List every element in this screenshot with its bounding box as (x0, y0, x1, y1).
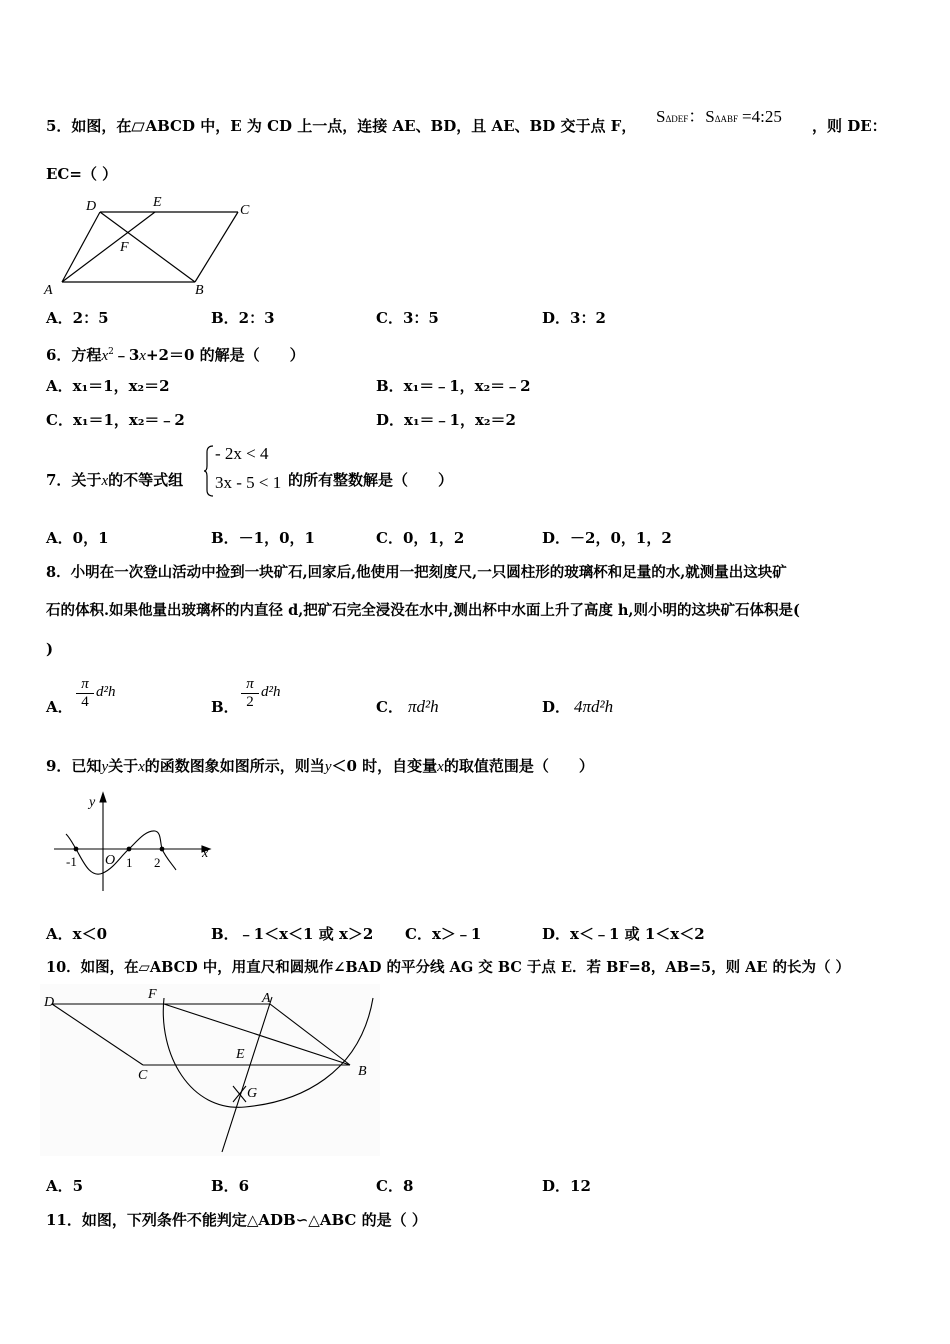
q10-stem: 10．如图，在▱ABCD 中，用直尺和圆规作∠BAD 的平分线 AG 交 BC 于点 E．若 BF=8，AB=5，则 AE 的长为（ ） (46, 959, 851, 976)
q11-stem: 11．如图，下列条件不能判定△ADB∽△ABC 的是（ ） (46, 1211, 427, 1229)
q8-option-a-rest: d²h (96, 684, 116, 700)
point-minus-1 (74, 847, 79, 852)
q8-b-denominator: 2 (246, 694, 254, 710)
q8-option-a-fraction (76, 676, 94, 711)
q9-option-d[interactable]: D．x＜﹣1 或 1＜x＜2 (542, 925, 705, 943)
q5-text-b: ABCD 中，E 为 CD 上一点，连接 AE、BD，且 AE、BD 交于点 F， (145, 117, 637, 135)
q9-text-b: 关于 (108, 757, 139, 775)
q9-function-graph (48, 786, 218, 896)
label-e: E (236, 1047, 245, 1062)
label-a: A (262, 991, 271, 1006)
label-y: y (89, 795, 96, 810)
q8-stem-line2: 石的体积.如果他量出玻璃杯的内直径 d,把矿石完全浸没在水中,测出杯中水面上升了高度 h,则小明的这块矿石体积是( (46, 602, 800, 619)
label-b: B (195, 283, 204, 298)
q7-brace-icon (203, 444, 215, 498)
q9-var-x2: x (437, 759, 444, 775)
q6-text-b: ﹣3 (113, 346, 140, 364)
q7-text-a: 7．关于 (46, 471, 102, 489)
q10-option-a[interactable]: A．5 (46, 1177, 84, 1195)
q6-exponent: 2 (108, 347, 114, 357)
label-origin: O (105, 853, 116, 868)
edge-ad (62, 212, 100, 282)
q9-text-e: 的取值范围是（ ） (443, 757, 594, 775)
q9-var-y2: y (324, 759, 332, 775)
ratio-sub1: ΔDEF (665, 114, 689, 124)
tick-minus-1: -1 (66, 854, 77, 869)
q5-stem-line1 (46, 116, 636, 136)
label-a: A (44, 283, 53, 298)
q9-stem (46, 756, 594, 777)
q8-a-denominator: 4 (81, 694, 89, 710)
q5-option-d[interactable]: D．3：2 (542, 309, 606, 327)
q6-stem (46, 342, 305, 366)
q9-text-a: 9．已知 (46, 757, 102, 775)
q6-var-x: x (101, 348, 109, 364)
ratio-colon: ： (688, 107, 706, 126)
q5-text-a: 5．如图，在 (46, 117, 132, 135)
diag-db (100, 212, 195, 282)
q7-stem-a (46, 470, 183, 491)
point-1 (127, 847, 132, 852)
q10-option-b[interactable]: B．6 (211, 1177, 250, 1195)
ratio-s2: S (705, 107, 715, 126)
q8-stem-line1: 8．小明在一次登山活动中捡到一块矿石,回家后,他使用一把刻度尺,一只圆柱形的玻璃杯和足量的水,就测量出这块矿 (46, 564, 787, 581)
q6-option-d[interactable]: D．x₁＝﹣1，x₂＝2 (376, 411, 516, 429)
q5-parallelogram-figure (40, 190, 260, 300)
q8-stem-line3: ) (46, 640, 54, 658)
q7-text-b: 的不等式组 (108, 471, 184, 489)
label-f: F (148, 987, 157, 1002)
label-d: D (86, 199, 97, 214)
q8-b-numerator: π (246, 676, 254, 692)
ratio-value: =4:25 (742, 107, 782, 126)
q8-option-d-value: 4πd²h (574, 697, 614, 716)
q6-text-c: +2＝0 的解是（ ） (145, 346, 305, 364)
q7-text-c: 的所有整数解是（ ） (288, 471, 454, 489)
q9-text-d: ＜0 时，自变量 (331, 757, 438, 775)
q8-option-b-label[interactable]: B． (211, 698, 239, 716)
label-c: C (138, 1068, 148, 1083)
label-b: B (358, 1064, 367, 1079)
q10-option-c[interactable]: C．8 (376, 1177, 414, 1195)
q9-var-x: x (138, 759, 145, 775)
q6-option-a[interactable]: A．x₁＝1，x₂＝2 (46, 377, 170, 395)
ratio-s1: S (656, 107, 666, 126)
label-c: C (240, 203, 250, 218)
q7-option-a[interactable]: A．0，1 (46, 529, 109, 547)
q8-option-b-rest: d²h (261, 684, 281, 700)
q6-var-x2: x (139, 348, 146, 364)
q6-text-a: 6．方程 (46, 346, 102, 364)
q8-option-a-label[interactable]: A． (46, 698, 73, 716)
q7-option-b[interactable]: B．－1，0，1 (211, 529, 315, 547)
seg-ae (62, 212, 155, 282)
q6-option-b[interactable]: B．x₁＝﹣1，x₂＝﹣2 (376, 377, 531, 395)
figure-background (40, 984, 380, 1156)
ratio-sub2: ΔABF (714, 114, 739, 124)
tick-1: 1 (126, 855, 133, 870)
q10-construction-figure (40, 984, 380, 1156)
label-e: E (153, 195, 162, 210)
q7-option-c[interactable]: C．0，1，2 (376, 529, 465, 547)
label-x: x (202, 846, 209, 861)
q5-text-c: ，则 DE： (812, 117, 887, 135)
label-f: F (120, 240, 129, 255)
q7-inequality-2: 3x - 5 < 1 (215, 473, 282, 492)
q9-text-c: 的函数图象如图所示，则当 (144, 757, 325, 775)
q10-option-d[interactable]: D．12 (542, 1177, 591, 1195)
q7-inequality-1: - 2x < 4 (215, 444, 269, 463)
q7-var-x: x (101, 473, 109, 489)
parallelogram-icon (131, 122, 145, 132)
q7-option-d[interactable]: D．－2，0，1，2 (542, 529, 672, 547)
q5-option-c[interactable]: C．3：5 (376, 309, 439, 327)
q5-area-ratio (656, 102, 782, 127)
label-g: G (247, 1086, 258, 1101)
q5-option-a[interactable]: A．2：5 (46, 309, 109, 327)
y-axis-arrow (100, 793, 106, 802)
edge-cb (195, 212, 238, 282)
q8-a-numerator: π (81, 676, 89, 692)
q5-stem-line2: EC=（ ） (46, 165, 118, 183)
point-2 (160, 847, 165, 852)
q8-option-d-label[interactable]: D． (542, 698, 571, 716)
q8-option-b-fraction (241, 676, 259, 711)
q9-option-b[interactable]: B．﹣1＜x＜1 或 x＞2 (211, 925, 374, 943)
q8-option-c-value: πd²h (408, 697, 439, 716)
q8-option-c-label[interactable]: C． (376, 698, 403, 716)
tick-2: 2 (154, 855, 161, 870)
q9-var-y: y (101, 759, 109, 775)
q6-option-c[interactable]: C．x₁＝1，x₂＝﹣2 (46, 411, 185, 429)
q9-option-c[interactable]: C．x＞﹣1 (405, 925, 482, 943)
label-d: D (44, 995, 55, 1010)
q5-option-b[interactable]: B．2：3 (211, 309, 275, 327)
q9-option-a[interactable]: A．x＜0 (46, 925, 108, 943)
